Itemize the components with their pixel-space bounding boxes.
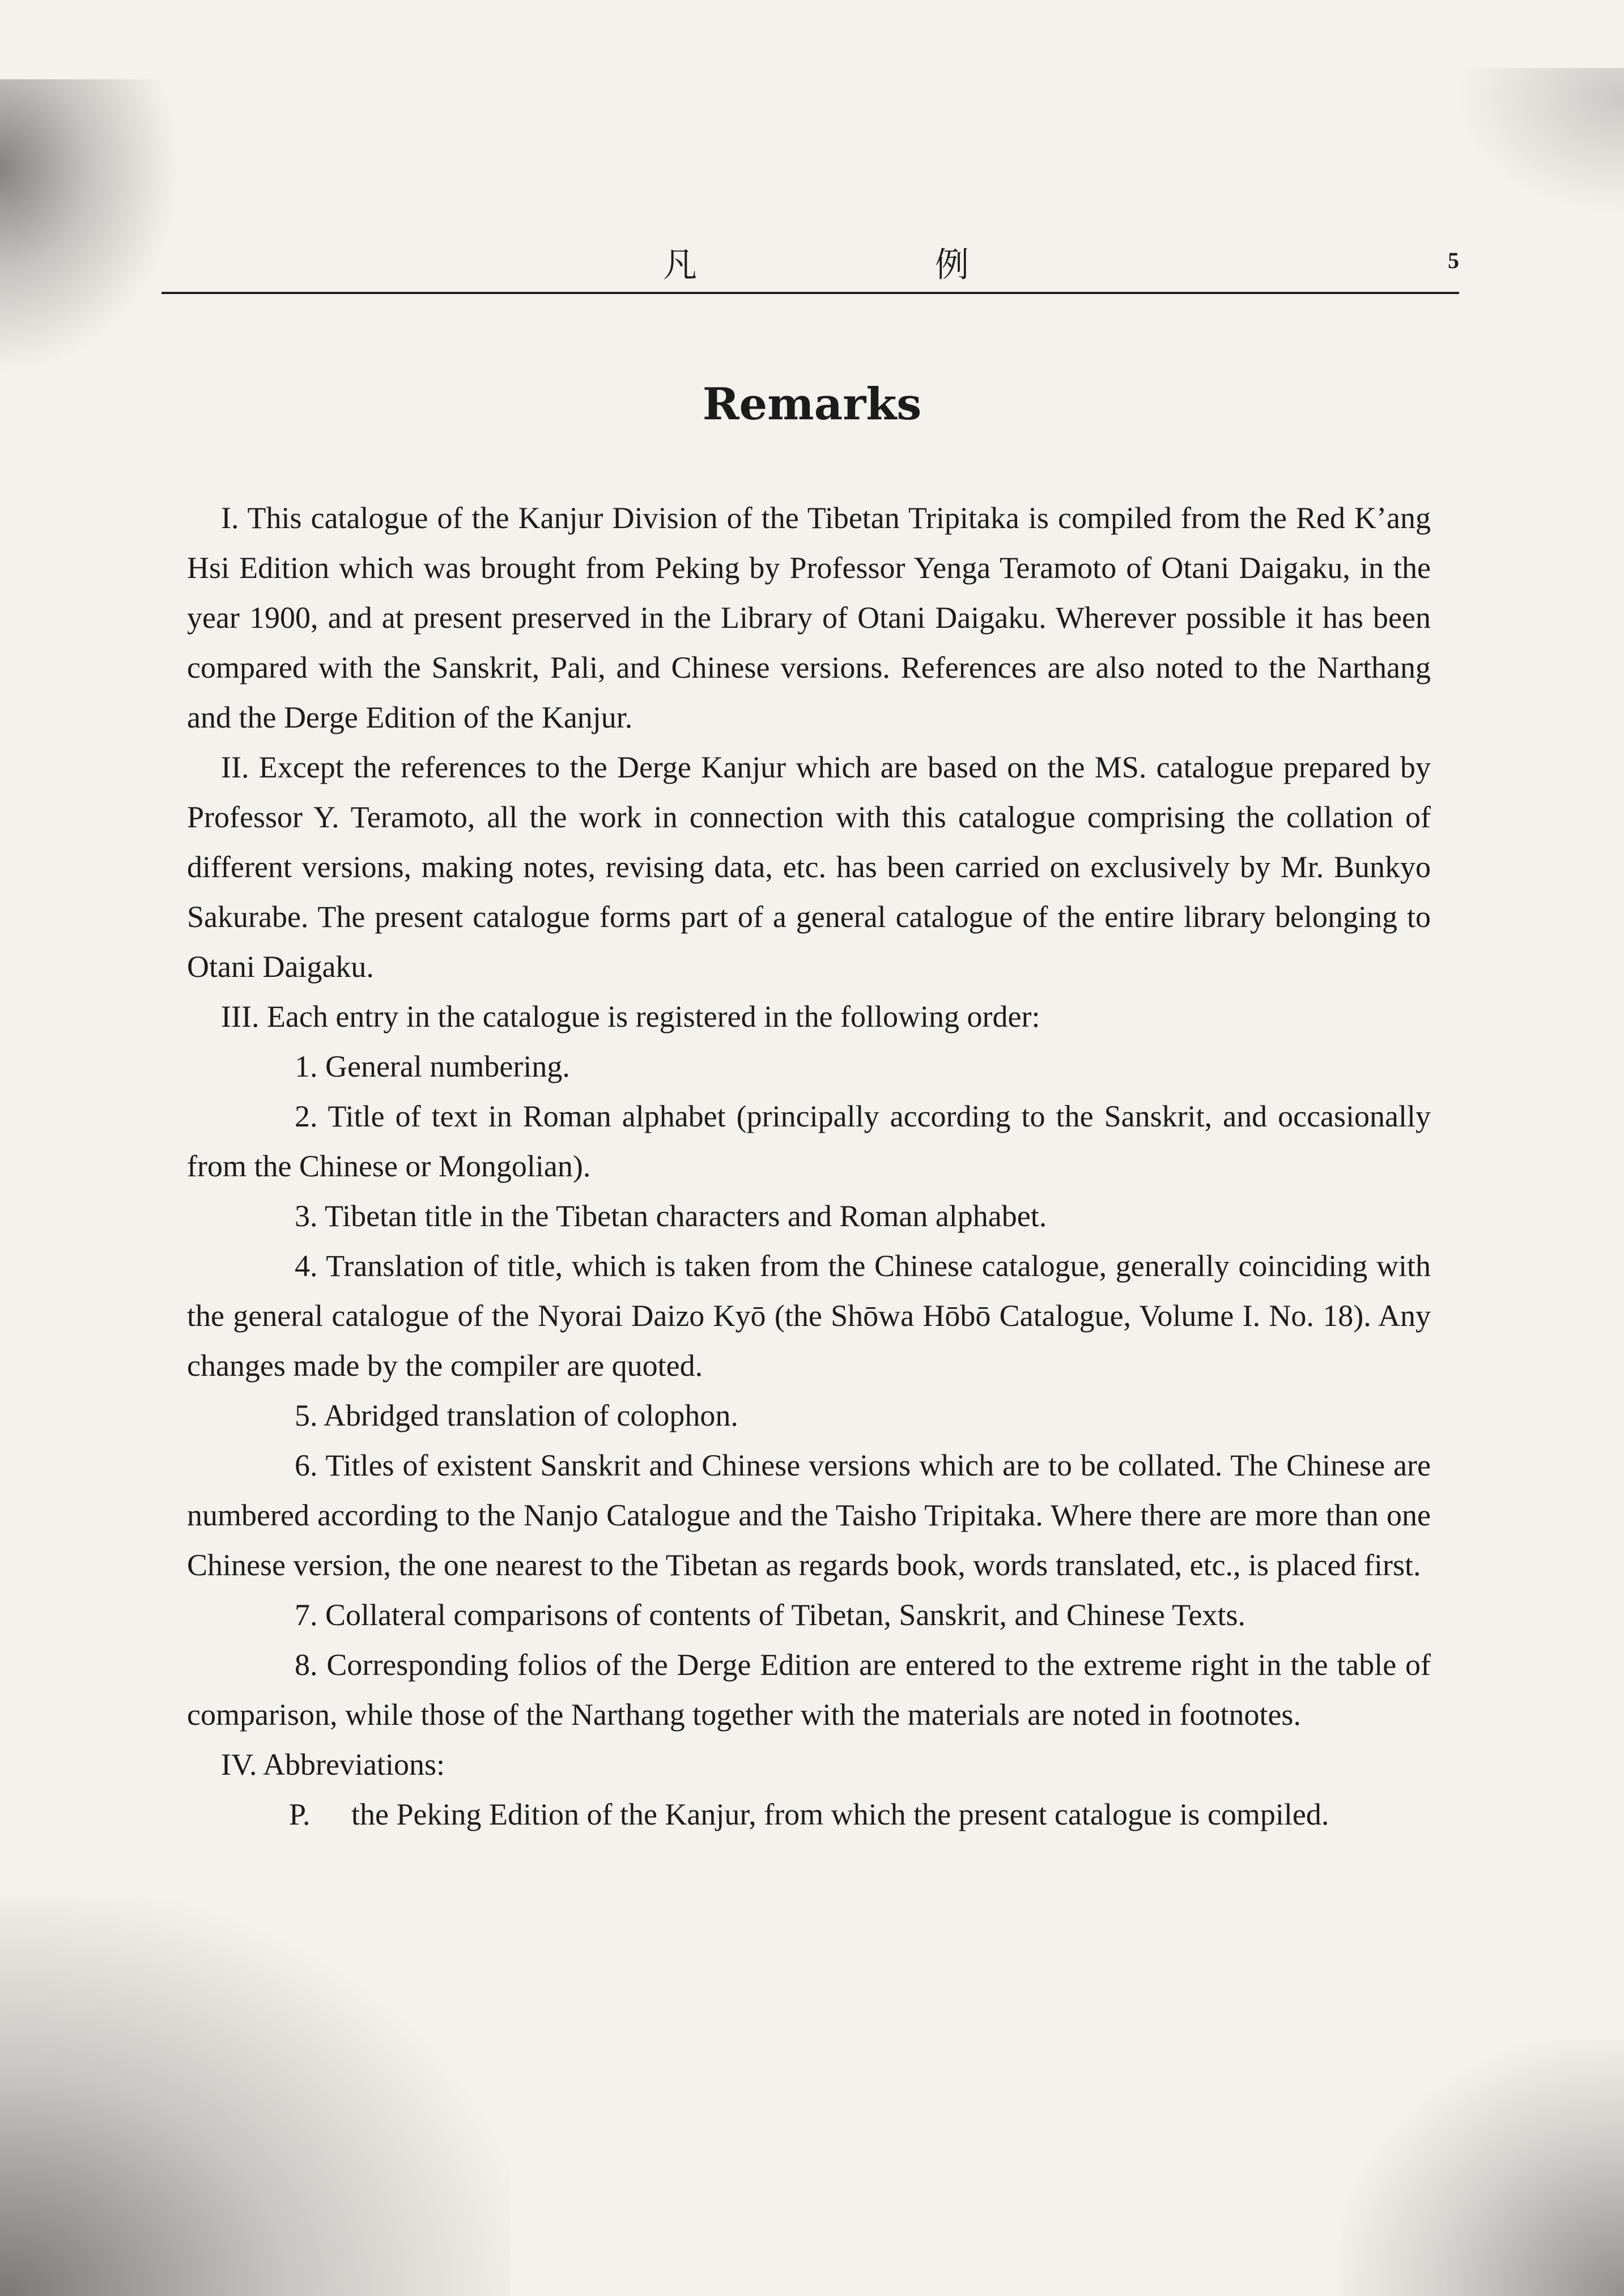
abbreviation-text: the Peking Edition of the Kanjur, from which the present catalogue is compiled. [351,1797,1329,1831]
page-number: 5 [1448,248,1459,273]
scan-shadow-bottom-right [1341,2040,1624,2296]
remarks-body [187,493,1431,1839]
page-title: Remarks [702,379,922,430]
section-i: I. This catalogue of the Kanjur Division of the Tibetan Tripitaka is compiled from the Red K’ang Hsi Edition which was brought from Peking by Professor Yenga Teramoto of Otani Daigaku, in the year 1900, and at present preserved in the Library of Otani Daigaku. Wherever possible it has been compared with the Sanskrit, Pali, and Chinese versions. References are also noted to the Narthang and the Derge Edition of the Kanjur. [187,501,1431,734]
header-rule [161,292,1459,294]
scan-shadow-top-left [0,79,181,374]
order-item-2: 2. Title of text in Roman alphabet (principally according to the Sanskrit, and occasionally from the Chinese or Mongolian). [187,1099,1431,1183]
section-iii: III. Each entry in the catalogue is registered in the following order: [221,1000,1040,1034]
abbreviation-entry [187,1789,1431,1839]
running-head-cjk-right: 例 [935,245,969,285]
order-item-5: 5. Abridged translation of colophon. [295,1398,738,1432]
order-item-3: 3. Tibetan title in the Tibetan characters and Roman alphabet. [295,1199,1047,1233]
order-item-4: 4. Translation of title, which is taken from the Chinese catalogue, generally coinciding with the general catalogue of the Nyorai Daizo Kyō (the Shōwa Hōbō Catalogue, Volume I. No. 18). Any changes made by the compiler are quoted. [187,1249,1431,1383]
scan-shadow-top-right [1454,68,1624,215]
order-item-1: 1. General numbering. [295,1049,570,1083]
abbreviation-key: P. [289,1797,311,1831]
section-ii: II. Except the references to the Derge Kanjur which are based on the MS. catalogue prepared by Professor Y. Teramoto, all the work in connection with this catalogue comprising the collation of different versions, making notes, revising data, etc. has been carried on exclusively by Mr. Bunkyo Sakurabe. The present catalogue forms part of a general catalogue of the entire library belonging to Otani Daigaku. [187,750,1431,984]
scan-shadow-bottom-left [0,1898,510,2296]
section-iv-heading: IV. Abbreviations: [221,1747,445,1781]
order-item-6: 6. Titles of existent Sanskrit and Chinese versions which are to be collated. The Chinese are numbered according to the Nanjo Catalogue and the Taisho Tripitaka. Where there are more than one Chinese version, the one nearest to the Tibetan as regards book, words translated, etc., is placed first. [187,1448,1431,1582]
running-head [161,232,1459,295]
order-item-7: 7. Collateral comparisons of contents of Tibetan, Sanskrit, and Chinese Texts. [295,1598,1246,1632]
running-head-cjk-left: 凡 [663,245,697,285]
order-item-8: 8. Corresponding folios of the Derge Edition are entered to the extreme right in the table of comparison, while those of the Narthang together with the materials are noted in footnotes. [187,1648,1431,1732]
